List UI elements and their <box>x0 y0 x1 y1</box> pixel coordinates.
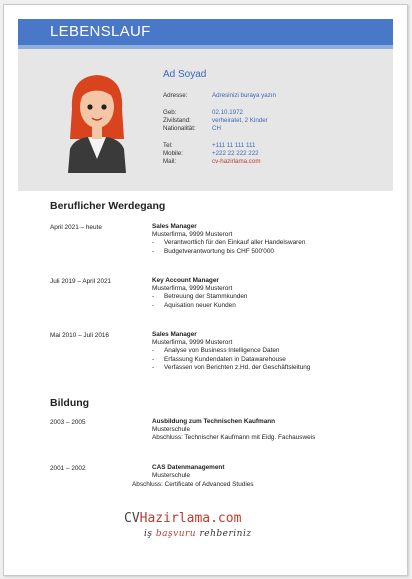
page-title: LEBENSLAUF <box>50 23 151 40</box>
education-degree: Ausbildung zum Technischen Kaufmann <box>152 418 276 425</box>
phone-value: +111 11 111 111 <box>212 142 256 149</box>
career-entry <box>152 277 247 310</box>
education-entry <box>152 418 315 443</box>
logo-tagline-b: başvuru <box>155 529 197 539</box>
phone-label: Tel: <box>163 142 173 149</box>
logo-tagline-a: iş <box>144 529 156 539</box>
cv-page <box>3 4 408 576</box>
career-company: Musterfirma, 9999 Musterort <box>152 339 233 347</box>
education-entry <box>152 464 224 480</box>
career-bullet: - Betreuung der Stammkunden <box>152 293 247 301</box>
education-note: Abschluss: Certificate of Advanced Studies <box>132 481 254 488</box>
address-label: Adresse: <box>163 92 188 99</box>
career-entry-date: April 2021 – heute <box>50 224 102 231</box>
education-school: Musterschule <box>152 426 191 434</box>
civil-status-value: verheiratet, 2 Kinder <box>212 117 268 124</box>
career-bullet-list <box>152 293 247 309</box>
career-bullet: - Budgetverantwortung bis CHF 500'000 <box>152 248 305 256</box>
career-entry-date: Mai 2010 – Juli 2016 <box>50 332 109 339</box>
nationality-label: Nationalität: <box>163 125 196 132</box>
person-name: Ad Soyad <box>163 69 207 80</box>
career-bullet-list <box>152 347 310 372</box>
career-role: Sales Manager <box>152 331 197 338</box>
career-entry-date: Juli 2019 – April 2021 <box>50 278 112 285</box>
title-bar <box>18 19 393 45</box>
education-entry-date: 2001 – 2002 <box>50 465 86 472</box>
logo-hazirlama: Hazirlama.com <box>139 511 242 526</box>
career-bullet: - Analyse von Business Intelligence Daten <box>152 347 310 355</box>
education-degree: CAS Datenmanagement <box>152 464 225 471</box>
career-company: Musterfirma, 9999 Musterort <box>152 285 233 293</box>
logo-cv: CV <box>124 511 140 526</box>
education-school: Musterschule <box>152 472 191 480</box>
mail-link[interactable]: cv-hazirlama.com <box>212 158 261 165</box>
career-entry <box>152 331 310 372</box>
birth-value: 02.10.1972 <box>212 109 243 116</box>
brand-logo <box>122 511 292 547</box>
civil-status-label: Zivilstand: <box>163 117 191 124</box>
career-company: Musterfirma, 9999 Musterort <box>152 231 233 239</box>
logo-wordmark <box>124 511 241 526</box>
career-bullet: - Verantwortlich für den Einkauf aller Handelswaren <box>152 239 305 247</box>
profile-panel <box>18 49 393 191</box>
profile-avatar <box>62 69 132 173</box>
mobile-label: Mobile: <box>163 150 183 157</box>
mobile-value: +222 22 222 222 <box>212 150 259 157</box>
career-bullet-list <box>152 239 305 255</box>
logo-tagline-c: rehberiniz <box>196 529 252 539</box>
nationality-value: CH <box>212 125 221 132</box>
mail-label: Mail: <box>163 158 177 165</box>
address-value: Adresinizi buraya yazın <box>212 92 276 99</box>
logo-tagline <box>144 529 252 539</box>
career-bullet: - Erfassung Kundendaten in Datawarehouse <box>152 356 310 364</box>
birth-label: Geb: <box>163 109 177 116</box>
career-entry <box>152 223 305 256</box>
education-section-title: Bildung <box>50 397 90 409</box>
career-role: Sales Manager <box>152 223 197 230</box>
career-section-title: Beruflicher Werdegang <box>50 200 166 212</box>
career-bullet: - Aquisation neuer Kunden <box>152 302 247 310</box>
education-note: Abschluss: Technischer Kaufmann mit Eidg. Fachausweis <box>152 434 316 442</box>
career-role: Key Account Manager <box>152 277 219 284</box>
career-bullet: - Verfassen von Berichten z.Hd. der Geschäftsleitung <box>152 364 310 372</box>
education-entry-date: 2003 – 2005 <box>50 419 86 426</box>
